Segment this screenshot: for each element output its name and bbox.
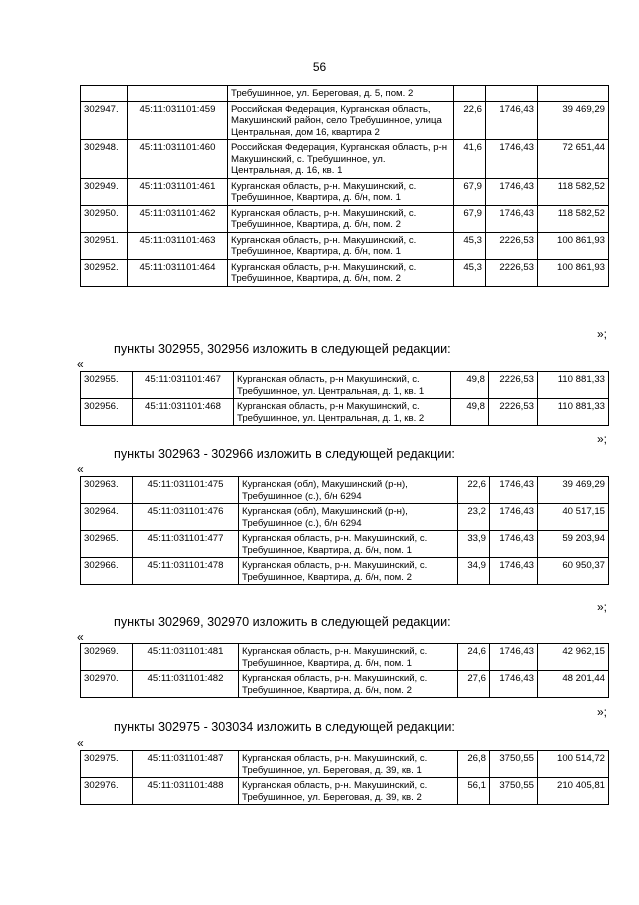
row-number-cell — [81, 86, 128, 102]
area-cell: 24,6 — [458, 644, 490, 671]
value-cell: 60 950,37 — [538, 558, 609, 585]
rate-cell: 1746,43 — [486, 101, 538, 140]
area-cell: 34,9 — [458, 558, 490, 585]
value-cell: 118 582,52 — [538, 178, 609, 205]
address-cell: Курганская (обл), Макушинский (р-н), Требушинное (с.), б/н 6294 — [239, 477, 458, 504]
property-table — [80, 476, 609, 585]
table-row — [81, 644, 609, 671]
row-number-cell: 302964. — [81, 504, 133, 531]
rate-cell: 1746,43 — [490, 531, 538, 558]
rate-cell: 1746,43 — [486, 140, 538, 179]
value-cell: 118 582,52 — [538, 205, 609, 232]
value-cell: 110 881,33 — [538, 399, 609, 426]
area-cell: 49,8 — [451, 399, 489, 426]
area-cell: 49,8 — [451, 372, 489, 399]
address-cell: Российская Федерация, Курганская область, Макушинский район, село Требушинное, улица Центральная, дом 16, квартира 2 — [228, 101, 454, 140]
section-open-quote: « — [77, 630, 84, 644]
rate-cell: 1746,43 — [490, 558, 538, 585]
section-open-quote: « — [77, 736, 84, 750]
rows — [81, 751, 609, 805]
row-number-cell: 302955. — [81, 372, 133, 399]
rows — [81, 477, 609, 585]
value-cell: 100 861,93 — [538, 259, 609, 286]
cadastral-number-cell: 45:11:031101:462 — [128, 205, 228, 232]
value-cell: 42 962,15 — [538, 644, 609, 671]
row-number-cell: 302966. — [81, 558, 133, 585]
property-table — [80, 371, 609, 426]
cadastral-number-cell: 45:11:031101:460 — [128, 140, 228, 179]
area-cell: 22,6 — [454, 101, 486, 140]
section-open-quote: « — [77, 462, 84, 476]
row-number-cell: 302948. — [81, 140, 128, 179]
address-cell: Курганская область, р-н. Макушинский, с. Требушинное, Квартира, д. б/н, пом. 1 — [239, 531, 458, 558]
table-row — [81, 232, 609, 259]
table-row — [81, 259, 609, 286]
rate-cell — [486, 86, 538, 102]
rows — [81, 86, 609, 287]
address-cell: Курганская область, р-н Макушинский, с. Требушинное, ул. Центральная, д. 1, кв. 1 — [234, 372, 451, 399]
cadastral-number-cell: 45:11:031101:482 — [133, 671, 239, 698]
area-cell: 27,6 — [458, 671, 490, 698]
value-cell: 39 469,29 — [538, 477, 609, 504]
value-cell: 59 203,94 — [538, 531, 609, 558]
section-open-quote: « — [77, 357, 84, 371]
table-row — [81, 101, 609, 140]
cadastral-number-cell: 45:11:031101:481 — [133, 644, 239, 671]
table-row — [81, 86, 609, 102]
address-cell: Курганская (обл), Макушинский (р-н), Требушинное (с.), б/н 6294 — [239, 504, 458, 531]
cadastral-number-cell: 45:11:031101:476 — [133, 504, 239, 531]
address-cell: Курганская область, р-н. Макушинский, с. Требушинное, Квартира, д. б/н, пом. 1 — [228, 232, 454, 259]
table-row — [81, 558, 609, 585]
address-cell: Курганская область, р-н. Макушинский, с. Требушинное, Квартира, д. б/н, пом. 2 — [239, 558, 458, 585]
address-cell: Курганская область, р-н. Макушинский, с. Требушинное, ул. Береговая, д. 39, кв. 1 — [239, 751, 458, 778]
rate-cell: 2226,53 — [489, 399, 538, 426]
page-number: 56 — [312, 60, 327, 74]
row-number-cell: 302947. — [81, 101, 128, 140]
value-cell: 39 469,29 — [538, 101, 609, 140]
section-close-quote: »; — [596, 705, 607, 719]
area-cell: 45,3 — [454, 259, 486, 286]
section-close-quote: »; — [596, 600, 607, 614]
rate-cell: 1746,43 — [490, 671, 538, 698]
rate-cell: 1746,43 — [486, 205, 538, 232]
cadastral-number-cell: 45:11:031101:461 — [128, 178, 228, 205]
row-number-cell: 302975. — [81, 751, 133, 778]
table-row — [81, 778, 609, 805]
rate-cell: 1746,43 — [490, 504, 538, 531]
row-number-cell: 302965. — [81, 531, 133, 558]
amendment-heading: пункты 302955, 302956 изложить в следующей редакции: — [114, 342, 451, 356]
area-cell: 56,1 — [458, 778, 490, 805]
address-cell: Курганская область, р-н. Макушинский, с. Требушинное, Квартира, д. б/н, пом. 2 — [228, 205, 454, 232]
row-number-cell: 302970. — [81, 671, 133, 698]
rate-cell: 3750,55 — [490, 778, 538, 805]
table-row — [81, 671, 609, 698]
value-cell: 48 201,44 — [538, 671, 609, 698]
table-row — [81, 751, 609, 778]
rate-cell: 2226,53 — [486, 232, 538, 259]
rate-cell: 3750,55 — [490, 751, 538, 778]
address-cell: Курганская область, р-н. Макушинский, с. Требушинное, Квартира, д. б/н, пом. 1 — [228, 178, 454, 205]
property-table — [80, 643, 609, 698]
address-cell: Курганская область, р-н. Макушинский, с. Требушинное, ул. Береговая, д. 39, кв. 2 — [239, 778, 458, 805]
rate-cell: 2226,53 — [486, 259, 538, 286]
table-row — [81, 504, 609, 531]
row-number-cell: 302950. — [81, 205, 128, 232]
address-cell: Российская Федерация, Курганская область, р-н Макушинский, с. Требушинное, ул. Центральная, д. 16, кв. 1 — [228, 140, 454, 179]
amendment-heading: пункты 302975 - 303034 изложить в следующей редакции: — [114, 720, 455, 734]
rows — [81, 372, 609, 426]
rate-cell: 2226,53 — [489, 372, 538, 399]
rate-cell: 1746,43 — [490, 644, 538, 671]
table-row — [81, 205, 609, 232]
rate-cell: 1746,43 — [490, 477, 538, 504]
cadastral-number-cell: 45:11:031101:478 — [133, 558, 239, 585]
area-cell: 45,3 — [454, 232, 486, 259]
value-cell: 100 514,72 — [538, 751, 609, 778]
table-row — [81, 372, 609, 399]
row-number-cell: 302952. — [81, 259, 128, 286]
address-cell: Курганская область, р-н. Макушинский, с. Требушинное, Квартира, д. б/н, пом. 1 — [239, 644, 458, 671]
amendment-heading: пункты 302963 - 302966 изложить в следующей редакции: — [114, 447, 455, 461]
section-close-quote: »; — [596, 327, 607, 341]
area-cell: 67,9 — [454, 178, 486, 205]
amendment-heading: пункты 302969, 302970 изложить в следующей редакции: — [114, 615, 451, 629]
table-row — [81, 477, 609, 504]
value-cell: 110 881,33 — [538, 372, 609, 399]
rate-cell: 1746,43 — [486, 178, 538, 205]
address-cell: Требушинное, ул. Береговая, д. 5, пом. 2 — [228, 86, 454, 102]
table-row — [81, 178, 609, 205]
area-cell: 33,9 — [458, 531, 490, 558]
row-number-cell: 302956. — [81, 399, 133, 426]
table-row — [81, 399, 609, 426]
area-cell: 22,6 — [458, 477, 490, 504]
cadastral-number-cell: 45:11:031101:467 — [133, 372, 234, 399]
address-cell: Курганская область, р-н. Макушинский, с. Требушинное, Квартира, д. б/н, пом. 2 — [228, 259, 454, 286]
area-cell: 23,2 — [458, 504, 490, 531]
row-number-cell: 302951. — [81, 232, 128, 259]
cadastral-number-cell: 45:11:031101:487 — [133, 751, 239, 778]
row-number-cell: 302963. — [81, 477, 133, 504]
value-cell: 72 651,44 — [538, 140, 609, 179]
cadastral-number-cell: 45:11:031101:477 — [133, 531, 239, 558]
cadastral-number-cell: 45:11:031101:475 — [133, 477, 239, 504]
value-cell — [538, 86, 609, 102]
row-number-cell: 302976. — [81, 778, 133, 805]
row-number-cell: 302969. — [81, 644, 133, 671]
cadastral-number-cell — [128, 86, 228, 102]
address-cell: Курганская область, р-н Макушинский, с. Требушинное, ул. Центральная, д. 1, кв. 2 — [234, 399, 451, 426]
area-cell: 26,8 — [458, 751, 490, 778]
section-close-quote: »; — [596, 432, 607, 446]
cadastral-number-cell: 45:11:031101:488 — [133, 778, 239, 805]
cadastral-number-cell: 45:11:031101:463 — [128, 232, 228, 259]
rows — [81, 644, 609, 698]
value-cell: 100 861,93 — [538, 232, 609, 259]
table-row — [81, 531, 609, 558]
area-cell: 41,6 — [454, 140, 486, 179]
row-number-cell: 302949. — [81, 178, 128, 205]
area-cell — [454, 86, 486, 102]
cadastral-number-cell: 45:11:031101:468 — [133, 399, 234, 426]
property-table — [80, 750, 609, 805]
table-row — [81, 140, 609, 179]
cadastral-number-cell: 45:11:031101:459 — [128, 101, 228, 140]
cadastral-number-cell: 45:11:031101:464 — [128, 259, 228, 286]
value-cell: 210 405,81 — [538, 778, 609, 805]
address-cell: Курганская область, р-н. Макушинский, с. Требушинное, Квартира, д. б/н, пом. 2 — [239, 671, 458, 698]
area-cell: 67,9 — [454, 205, 486, 232]
value-cell: 40 517,15 — [538, 504, 609, 531]
property-table-continued — [80, 85, 609, 287]
